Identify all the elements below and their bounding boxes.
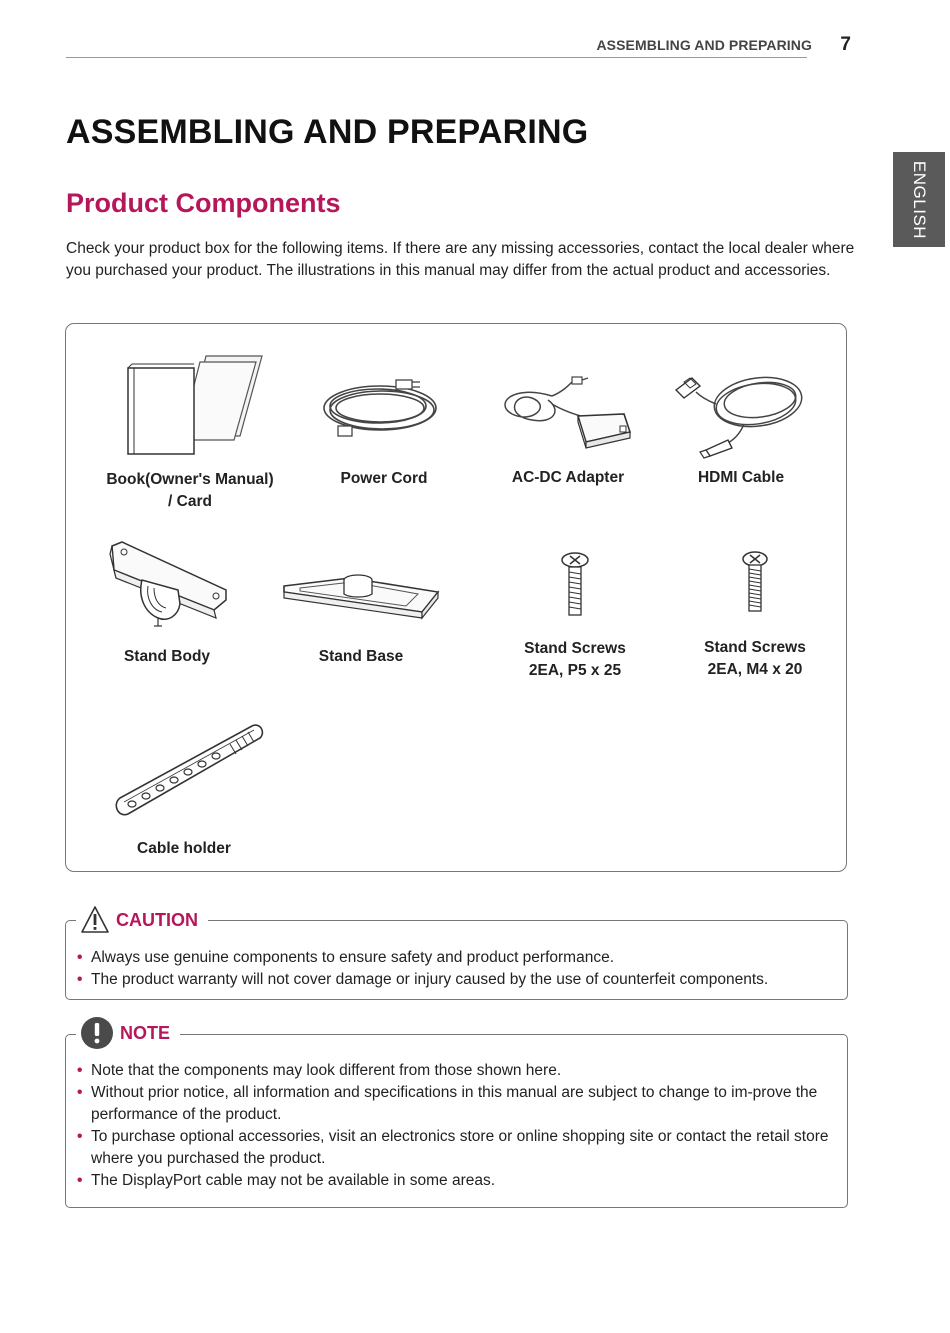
stand-base-icon: [280, 572, 440, 624]
warning-triangle-icon: [80, 905, 110, 935]
hdmi-cable-icon: [670, 360, 810, 460]
component-label-adapter: AC-DC Adapter: [511, 469, 625, 486]
section-heading: Product Components: [66, 188, 341, 218]
component-label-screw-m4: Stand Screws 2EA, M4 x 20: [704, 639, 806, 678]
component-label-power-cord: Power Cord: [340, 470, 428, 487]
list-item: • To purchase optional accessories, visit an electronics store or online shopping site or contact the retail store where you purchased the product.: [77, 1128, 829, 1167]
component-label-manual: Book(Owner's Manual) / Card: [106, 471, 274, 510]
component-label-stand-body: Stand Body: [123, 648, 211, 665]
list-item: • The product warranty will not cover damage or injury caused by the use of counterfeit components.: [77, 971, 769, 988]
components-panel: [65, 323, 847, 872]
caution-list: [76, 947, 835, 991]
language-tab-label: ENGLISH: [910, 160, 929, 239]
note-header: [76, 1015, 180, 1051]
language-tab: [893, 152, 945, 247]
intro-paragraph: Check your product box for the following items. If there are any missing accessories, contact the local dealer where you purchased your product. The illustrations in this manual may differ from the actual product and accessories.: [66, 240, 855, 279]
list-item: • The DisplayPort cable may not be available in some areas.: [77, 1172, 496, 1189]
component-label-screw-p5: Stand Screws 2EA, P5 x 25: [524, 640, 626, 679]
list-item: • Without prior notice, all information and specifications in this manual are subject to change to im-prove the performance of the product.: [77, 1084, 818, 1123]
manual-card-icon: [124, 354, 266, 458]
page-title: ASSEMBLING AND PREPARING: [66, 113, 589, 151]
stand-body-icon: [104, 540, 234, 634]
note-box: [65, 1022, 848, 1208]
note-title: NOTE: [120, 1022, 171, 1043]
component-label-hdmi: HDMI Cable: [697, 469, 785, 486]
power-cord-icon: [318, 366, 446, 448]
note-list: [76, 1060, 835, 1192]
page-number: 7: [840, 34, 851, 55]
list-item: • Note that the components may look different from those shown here.: [77, 1062, 562, 1079]
caution-title: CAUTION: [116, 909, 198, 930]
component-label-stand-base: Stand Base: [318, 648, 404, 665]
caution-box: [65, 909, 848, 1000]
screw-icon: [740, 550, 770, 614]
header-divider: [66, 57, 807, 58]
list-item: • Always use genuine components to ensure safety and product performance.: [77, 949, 615, 966]
header-section-title: ASSEMBLING AND PREPARING: [596, 37, 812, 53]
exclamation-circle-icon: [80, 1016, 114, 1050]
ac-dc-adapter-icon: [492, 374, 638, 454]
cable-holder-icon: [110, 722, 268, 822]
screw-icon: [558, 552, 592, 618]
component-label-cable-holder: Cable holder: [137, 840, 231, 857]
caution-header: [76, 904, 208, 936]
